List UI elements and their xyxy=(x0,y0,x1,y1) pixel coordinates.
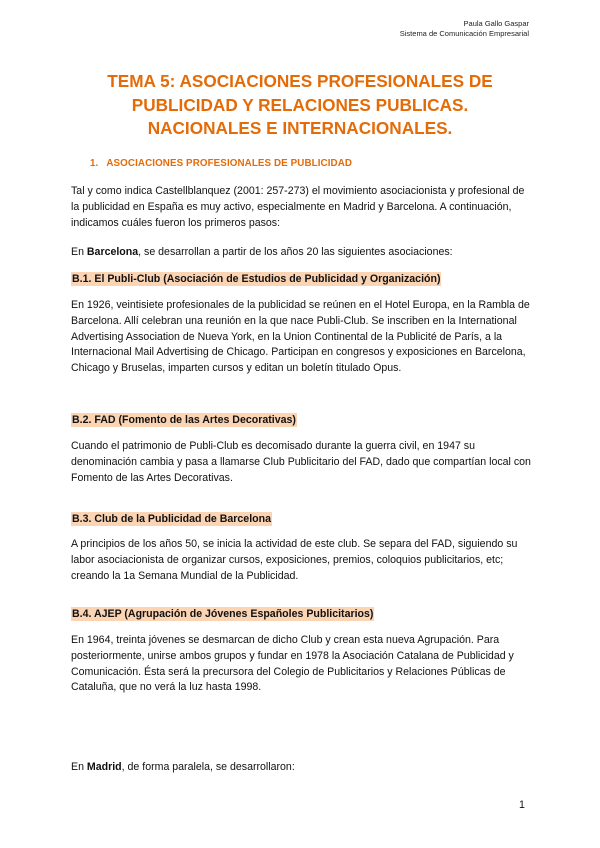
madrid-paragraph xyxy=(71,760,533,776)
header-course: Sistema de Comunicación Empresarial xyxy=(399,29,529,38)
barcelona-pre: En xyxy=(71,246,87,258)
madrid-city: Madrid xyxy=(86,761,122,773)
barcelona-city: Barcelona xyxy=(86,246,139,258)
document-title xyxy=(60,70,540,141)
subheading-b3: B.3. Club de la Publicidad de Barcelona xyxy=(72,513,271,525)
barcelona-paragraph xyxy=(71,245,533,261)
barcelona-post: , se desarrollan a partir de los años 20 las siguientes asociaciones: xyxy=(138,246,453,258)
header-author: Paula Gallo Gaspar xyxy=(463,19,529,28)
paragraph-b1: En 1926, veintisiete profesionales de la publicidad se reúnen en el Hotel Europa, en la Rambla de Barcelona. Allí celebran una reunión en la que nace Publi-Club. Se inscriben en la International Advertising Association de Nueva York, en la Union Continental de la Publicité de París, a la Internacional Mail Advertising de Chicago. Participan en congresos y exposiciones en Barcelona, Chicago y Bruselas, imparten cursos y editan un boletín titulado Opus. xyxy=(71,299,530,375)
paragraph-b2: Cuando el patrimonio de Publi-Club es decomisado durante la guerra civil, en 1947 su denominación cambia y pasa a llamarse Club Publicitario del FAD, dado que compartían local con Fomento de las Artes Decorativas. xyxy=(71,440,531,484)
subheading-b4: B.4. AJEP (Agrupación de Jóvenes Españoles Publicitarios) xyxy=(72,608,374,620)
page-number: 1 xyxy=(519,799,525,811)
subheading-b1: B.1. El Publi-Club (Asociación de Estudios de Publicidad y Organización) xyxy=(72,273,441,285)
title-line-1: TEMA 5: ASOCIACIONES PROFESIONALES DE xyxy=(107,71,493,91)
intro-paragraph: Tal y como indica Castellblanquez (2001: 257-273) el movimiento asociacionista y profesional de la publicidad en España es muy activo, especialmente en Madrid y Barcelona. A continuación, indicamos cuáles fueron los primeros pasos: xyxy=(71,185,525,229)
madrid-pre: En xyxy=(71,761,87,773)
section-heading xyxy=(90,158,352,169)
title-line-2: PUBLICIDAD Y RELACIONES PUBLICAS. xyxy=(131,94,469,115)
madrid-post: , de forma paralela, se desarrollaron: xyxy=(121,761,295,773)
title-line-3: NACIONALES E INTERNACIONALES. xyxy=(147,118,453,138)
paragraph-b4: En 1964, treinta jóvenes se desmarcan de dicho Club y crean esta nueva Agrupación. Para posteriormente, unirse ambos grupos y fundar en 1978 la Asociación Catalana de Publicidad y Comunicación. Ésta será la precursora del Colegio de Publicitarios y Relaciones Públicas de Cataluña, que no verá la luz hasta 1998. xyxy=(71,634,514,694)
section-title: ASOCIACIONES PROFESIONALES DE PUBLICIDAD xyxy=(106,158,353,169)
paragraph-b3: A principios de los años 50, se inicia la actividad de este club. Se separa del FAD, siguiendo su labor asociacionista de organizar cursos, exposiciones, premios, coloquios publicitarios, etc; creando la 1a Semana Mundial de la Publicidad. xyxy=(71,538,518,582)
section-number: 1. xyxy=(90,158,99,169)
subheading-b2: B.2. FAD (Fomento de las Artes Decorativas) xyxy=(72,414,296,426)
running-header xyxy=(400,19,529,39)
